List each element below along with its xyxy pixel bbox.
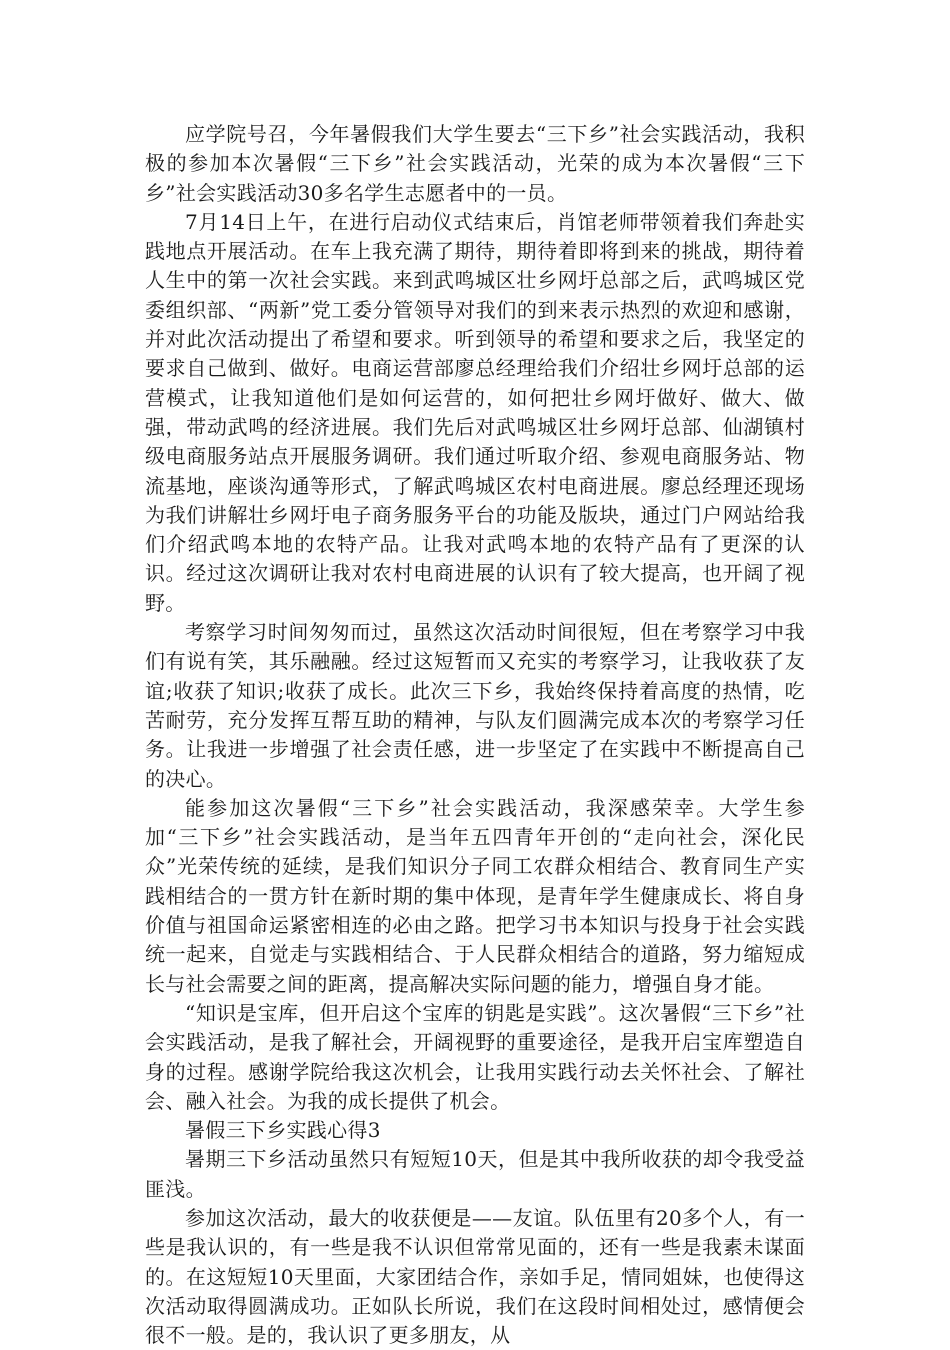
paragraph-1: 应学院号召，今年暑假我们大学生要去“三下乡”社会实践活动，我积极的参加本次暑假“三下乡”社会实践活动，光荣的成为本次暑假“三下乡”社会实践活动30多名学生志愿者中的一员。 [145,122,805,205]
paragraph-6: 暑期三下乡活动虽然只有短短10天，但是其中我所收获的却令我受益匪浅。 [145,1147,805,1201]
paragraph-4: 能参加这次暑假“三下乡”社会实践活动，我深感荣幸。大学生参加“三下乡”社会实践活动，是当年五四青年开创的“走向社会，深化民众”光荣传统的延续，是我们知识分子同工农群众相结合、教育同生产实践相结合的一贯方针在新时期的集中体现，是青年学生健康成长、将自身价值与祖国命运紧密相连的必由之路。把学习书本知识与投身于社会实践统一起来，自觉走与实践相结合、于人民群众相结合的道路，努力缩短成长与社会需要之间的距离，提高解决实际问题的能力，增强自身才能。 [145,795,805,996]
paragraph-7: 参加这次活动，最大的收获便是——友谊。队伍里有20多个人，有一些是我认识的，有一些是我不认识但常常见面的，还有一些是我素未谋面的。在这短短10天里面，大家团结合作，亲如手足，情同姐妹，也使得这次活动取得圆满成功。正如队长所说，我们在这段时间相处过，感情便会很不一般。是的，我认识了更多朋友，从 [145,1205,805,1348]
paragraph-3: 考察学习时间匆匆而过，虽然这次活动时间很短，但在考察学习中我们有说有笑，其乐融融。经过这短暂而又充实的考察学习，让我收获了友谊;收获了知识;收获了成长。此次三下乡，我始终保持着高度的热情，吃苦耐劳，充分发挥互帮互助的精神，与队友们圆满完成本次的考察学习任务。让我进一步增强了社会责任感，进一步坚定了在实践中不断提高自己的决心。 [145,620,805,791]
document-body [145,120,805,1350]
paragraph-2: 7月14日上午，在进行启动仪式结束后，肖馆老师带领着我们奔赴实践地点开展活动。在车上我充满了期待，期待着即将到来的挑战，期待着人生中的第一次社会实践。来到武鸣城区壮乡网圩总部之后，武鸣城区党委组织部、“两新”党工委分管领导对我们的到来表示热烈的欢迎和感谢，并对此次活动提出了希望和要求。听到领导的希望和要求之后，我坚定的要求自己做到、做好。电商运营部廖总经理给我们介绍壮乡网圩总部的运营模式，让我知道他们是如何运营的，如何把壮乡网圩做好、做大、做强，带动武鸣的经济进展。我们先后对武鸣城区壮乡网圩总部、仙湖镇村级电商服务站点开展服务调研。我们通过听取介绍、参观电商服务站、物流基地，座谈沟通等形式，了解武鸣城区农村电商进展。廖总经理还现场为我们讲解壮乡网圩电子商务服务平台的功能及版块，通过门户网站给我们介绍武鸣本地的农特产品。让我对武鸣本地的农特产品有了更深的认识。经过这次调研让我对农村电商进展的认识有了较大提高，也开阔了视野。 [145,209,805,615]
section-heading: 暑假三下乡实践心得3 [185,1118,381,1143]
paragraph-5: “知识是宝库，但开启这个宝库的钥匙是实践”。这次暑假“三下乡”社会实践活动，是我了解社会，开阔视野的重要途径，是我开启宝库塑造自身的过程。感谢学院给我这次机会，让我用实践行动去关怀社会、了解社会、融入社会。为我的成长提供了机会。 [145,1000,805,1113]
